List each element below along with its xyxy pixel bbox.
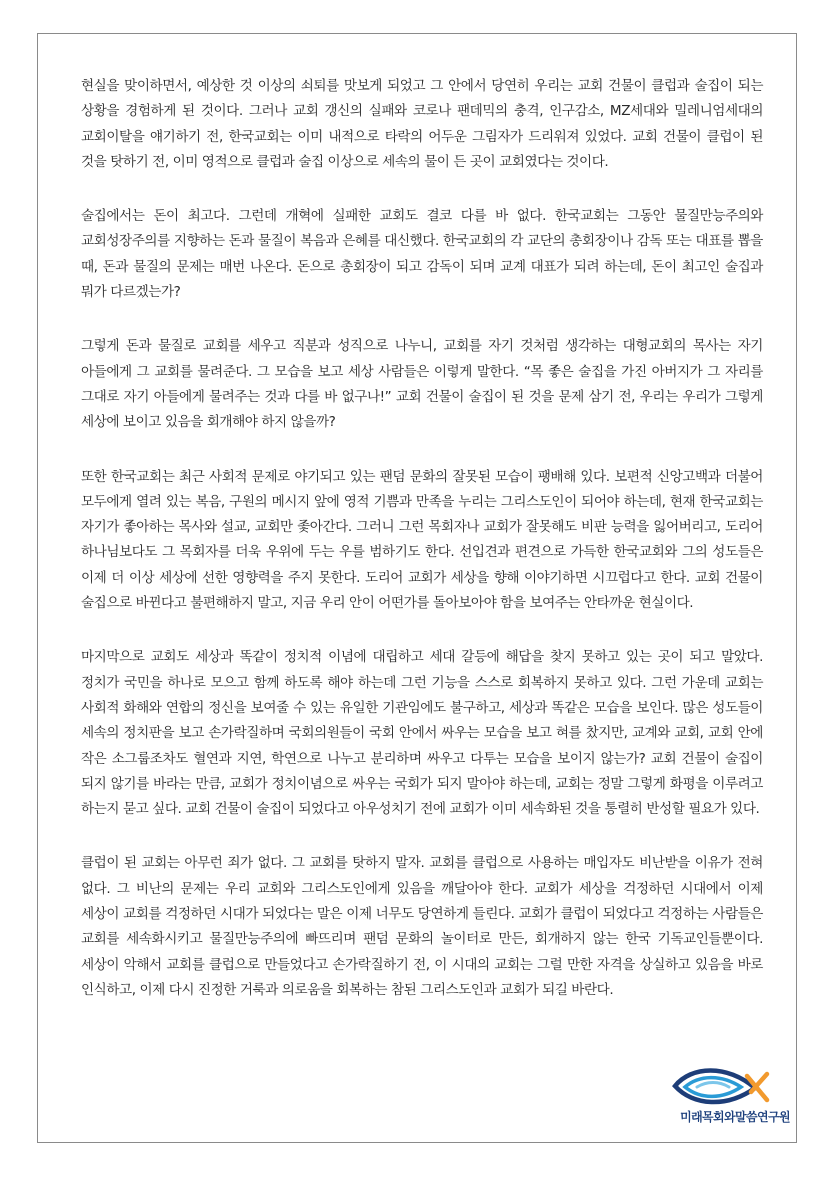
paragraph-2: 술집에서는 돈이 최고다. 그런데 개혁에 실패한 교회도 결코 다를 바 없다. 한국교회는 그동안 물질만능주의와 교회성장주의를 지향하는 돈과 물질이 복음과 은혜를 대신했다. 한국교회의 각 교단의 총회장이나 감독 또는 대표를 뽑을 때, 돈과 물질의 문제는 매번 나온다. 돈으로 총회장이 되고 감독이 되며 교계 대표가 되려 하는데, 돈이 최고인 술집과 뭐가 다르겠는가? [81, 208, 763, 301]
paragraph-1: 현실을 맞이하면서, 예상한 것 이상의 쇠퇴를 맛보게 되었고 그 안에서 당연히 우리는 교회 건물이 클럽과 술집이 되는 상황을 경험하게 된 것이다. 그러나 교회 갱신의 실패와 코로나 팬데믹의 충격, 인구감소, MZ세대와 밀레니엄세대의 교회이탈을 얘기하기 전, 한국교회는 이미 내적으로 타락의 어두운 그림자가 드리워져 있었다. 교회 건물이 클럽이 된 것을 탓하기 전, 이미 영적으로 클럽과 술집 이상으로 세속의 물이 든 곳이 교회였다는 것이다. [81, 78, 763, 170]
organization-logo [665, 1062, 790, 1132]
paragraph-5: 마지막으로 교회도 세상과 똑같이 정치적 이념에 대립하고 세대 갈등에 해답을 찾지 못하고 있는 곳이 되고 말았다. 정치가 국민을 하나로 모으고 함께 하도록 해야 하는데 그런 기능을 스스로 회복하지 못하고 있다. 그런 가운데 교회는 사회적 화해와 연합의 정신을 보여줄 수 있는 유일한 기관임에도 불구하고, 세상과 똑같은 모습을 보인다. 많은 성도들이 세속의 정치판을 보고 손가락질하며 국회의원들이 국회 안에서 싸우는 모습을 보고 혀를 찼지만, 교계와 교회, 교회 안에 작은 소그룹조차도 혈연과 지연, 학연으로 나누고 분리하며 싸우고 다투는 모습을 보이지 않는가? 교회 건물이 술집이 되지 않기를 바라는 만큼, 교회가 정치이념으로 싸우는 국회가 되지 말아야 하는데, 교회는 정말 그렇게 화평을 이루려고 하는지 묻고 싶다. 교회 건물이 술집이 되었다고 아우성치기 전에 교회가 이미 세속화된 것을 통렬히 반성할 필요가 있다. [81, 649, 763, 818]
paragraph-4: 또한 한국교회는 최근 사회적 문제로 야기되고 있는 팬덤 문화의 잘못된 모습이 팽배해 있다. 보편적 신앙고백과 더불어 모두에게 열려 있는 복음, 구원의 메시지 앞에 영적 기쁨과 만족을 누리는 그리스도인이 되어야 하는데, 현재 한국교회는 자기가 좋아하는 목사와 설교, 교회만 좇아간다. 그러니 그런 목회자나 교회가 잘못해도 비판 능력을 잃어버리고, 도리어 하나님보다도 그 목회자를 더욱 우위에 두는 우를 범하기도 한다. 선입견과 편견으로 가득한 한국교회와 그의 성도들은 이제 더 이상 세상에 선한 영향력을 주지 못한다. 도리어 교회가 세상을 향해 이야기하면 시끄럽다고 한다. 교회 건물이 술집으로 바뀐다고 불편해하지 말고, 지금 우리 안이 어떤가를 돌아보아야 함을 보여주는 안타까운 현실이다. [81, 468, 763, 612]
logo-text: 미래목회와말씀연구원 [680, 1110, 790, 1124]
article-body [81, 74, 763, 1032]
fish-logo-icon [671, 1062, 771, 1107]
paragraph-3: 그렇게 돈과 물질로 교회를 세우고 직분과 성직으로 나누니, 교회를 자기 것처럼 생각하는 대형교회의 목사는 자기 아들에게 그 교회를 물려준다. 그 모습을 보고 세상 사람들은 이렇게 말한다. “목 좋은 술집을 가진 아버지가 그 자리를 그대로 자기 아들에게 물려주는 것과 다를 바 없구나!” 교회 건물이 술집이 된 것을 문제 삼기 전, 우리는 우리가 그렇게 세상에 보이고 있음을 회개해야 하지 않을까? [81, 338, 763, 431]
paragraph-6: 클럽이 된 교회는 아무런 죄가 없다. 그 교회를 탓하지 말자. 교회를 클럽으로 사용하는 매입자도 비난받을 이유가 전혀 없다. 그 비난의 문제는 우리 교회와 그리스도인에게 있음을 깨달아야 한다. 교회가 세상을 걱정하던 시대에서 이제 세상이 교회를 걱정하던 시대가 되었다는 말은 이제 너무도 당연하게 들린다. 교회가 클럽이 되었다고 걱정하는 사람들은 교회를 세속화시키고 물질만능주의에 빠뜨리며 팬덤 문화의 놀이터로 만든, 회개하지 않는 한국 기독교인들뿐이다. 세상이 악해서 교회를 클럽으로 만들었다고 손가락질하기 전, 이 시대의 교회는 그럴 만한 자격을 상실하고 있음을 바로 인식하고, 이제 다시 진정한 거룩과 의로움을 회복하는 참된 그리스도인과 교회가 되길 바란다. [81, 855, 763, 998]
